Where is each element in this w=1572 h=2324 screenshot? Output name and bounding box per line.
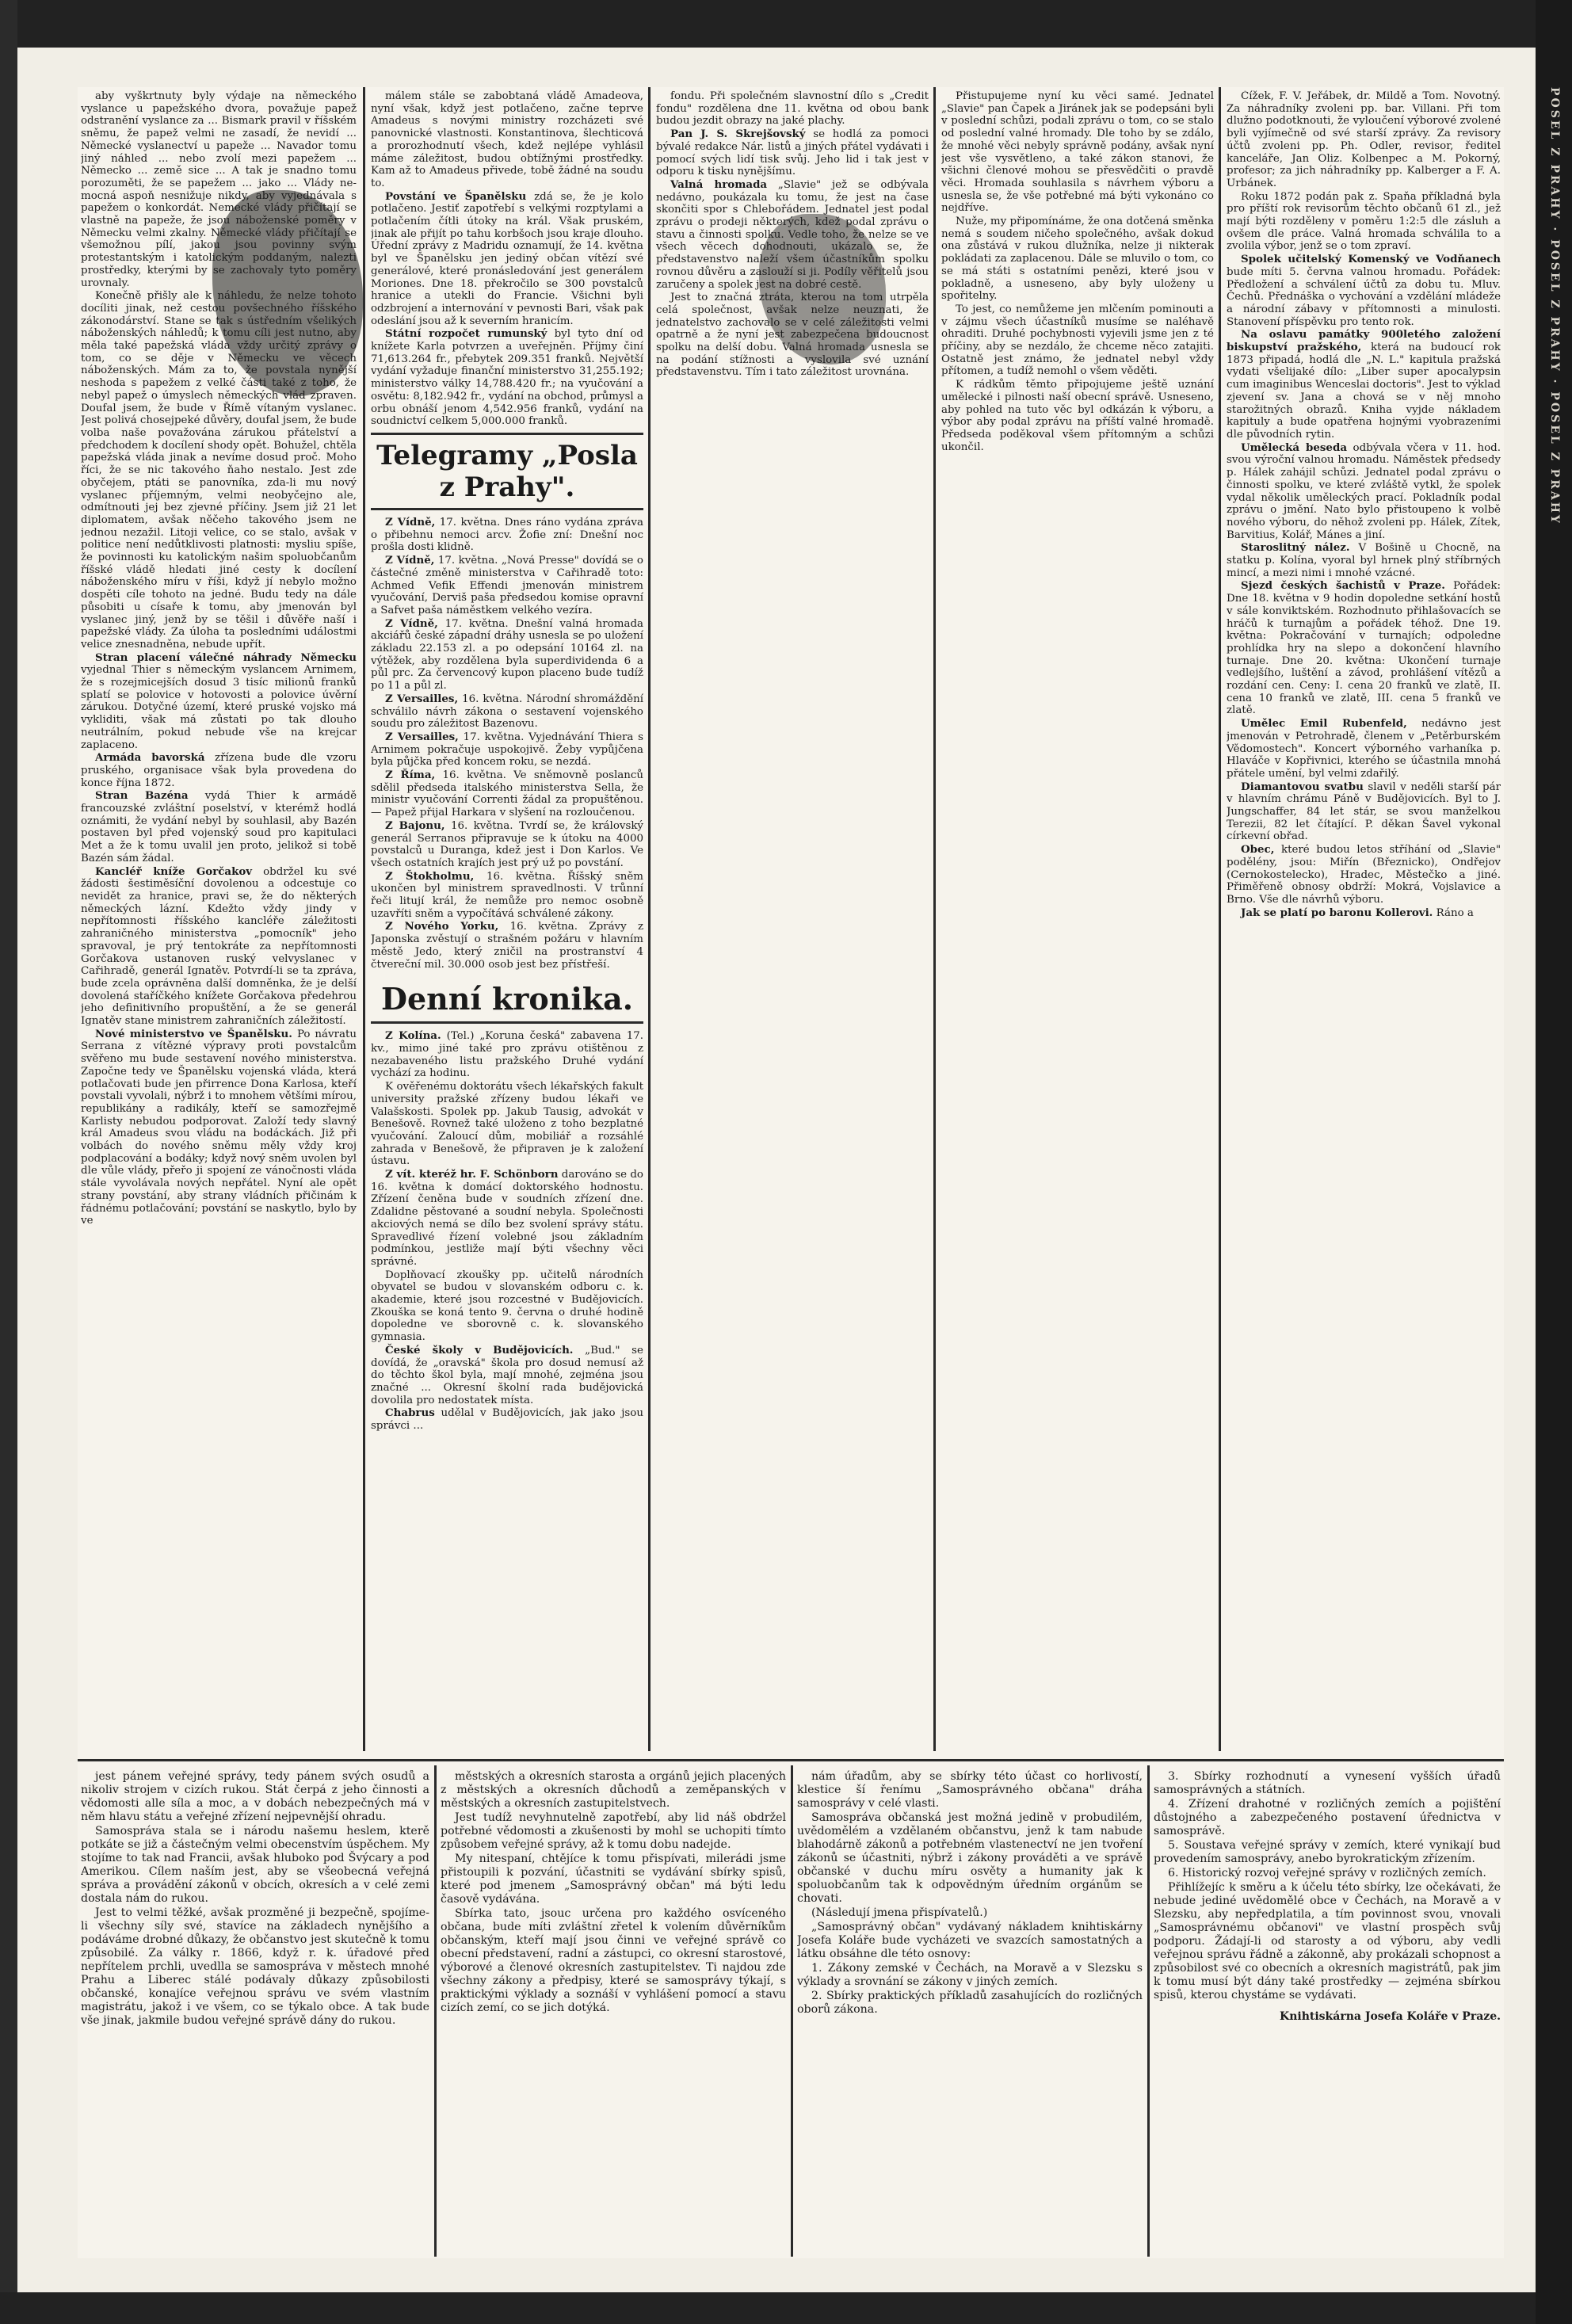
article-text: My nitespaní, chtějíce k tomu přispívati, milerádi jsme přistoupili k pozvání, účastniti se vydávání sbírky spisů, které pod jmenem „Samosprávný občan" má býti ledu časově vydávána. — [441, 1853, 786, 1906]
article-paragraph — [441, 1907, 786, 2015]
article-text: darováno se do 16. května k domácí doktorského hodnostu. Zřízení čeněna bude v soudních zřízení dne. Zdalidne pěstované a soudní nebyla. Společnosti akciových nemá se dílo bez svolení správy státu. Spravedlivé řízení volebné jsou základním podmínkou, jestliže mají býti všechny věci správné. — [371, 1169, 643, 1268]
article-text: To jest, co nemůžeme jen mlčením pominouti a v zájmu všech účastníků musíme se naléhavě ohraditi. Druhé pochybnosti vyjevili jsme jen z té příčiny, aby se nezdálo, že chceme něco zatajiti. Ostatně jest známo, že jednatel nebyl vždy přítomen, a tudíž nemohl o všem věděti. — [941, 303, 1214, 378]
article-text: 16. května. Říšský sněm ukončen byl ministrem spravedlnosti. V trůnní řeči litují král, že nemůže pro nemoc osobně uzavříti sněm a vypočítává schválené zákony. — [371, 870, 643, 920]
article-paragraph — [371, 618, 643, 693]
article-lead: Umělecká beseda — [1241, 441, 1347, 454]
article-lead: Z Vídně, — [385, 515, 436, 529]
article-paragraph — [1154, 1881, 1501, 2002]
article-text: 4. Zřízení drahotné v rozličných zemích a pojištění důstojného a zabezpečeného postavení úřednictva v samosprávě. — [1154, 1798, 1501, 1837]
article-paragraph — [941, 379, 1214, 453]
article-text: 5. Soustava veřejné správy v zemích, které vynikají bud provedením samosprávy, anebo byrokratickým zřízením. — [1154, 1839, 1501, 1865]
article-text: „Bud." se dovídá, že „oravská" škola pro dosud nemusí až do těchto škol byla, mají mnohé, zejména jsou značné ... Okresní školní rada budějovická dovolila pro nedostatek místa. — [371, 1344, 643, 1406]
article-text: Konečně přišly ale k náhledu, že nelze tohoto docíliti jinak, než cestou povšechného říšského zákonodárství. Stane se tak s ústředním všelikých náboženských náhledů; k tomu cíli jest nutno, aby měla také papežská vláda vždy určitý zprávy o tom, co se děje v Německu ve věcech náboženských. Mám za to, že povstala nynější neshoda s papežem z velké části také z toho, že nebyl papež o úmyslech německých vlád zpraven. Doufal jsem, že bude v Římě vítaným vyslanec. Jest polivá chosejpeké důvěry, doufal jsem, že bude volba naše považována zárukou přátelství a předchodem k docílení shody opět. Bohužel, chtěla papežská vláda jinak a nevíme dosud proč. Moho říci, že se nic takového ňaho nestalo. Jest zde obyčejem, ptáti se panovníka, zda-li mu nový vyslanec příjemným, velmi neobyčejno ale, odmítnouti jej bez zjevné příčiny. Jsem již 21 let diplomatem, avšak něčeho takového jsem ne jednou nezažil. Litoji velice, co se stalo, avšak v politice není nedůtklivosti platnosti: mysliu spíše, že povinnosti ku katolickým našim spoluobčanům říšské vládě hledati jiné cesty k docílení náboženského míru v říši, když jí nebylo možno dospěti cíle tohoto na jedné. Budu tedy na dále působiti u císaře k tomu, aby jmenován byl vyslanec jiný, jenž by se těšil i důvěře naší i papežské vlády. Za úloha ta posledními událostmi velice znesnadněna, nebude upřít. — [81, 290, 357, 651]
article-text: 3. Sbírky rozhodnutí a vynesení vyšších úřadů samosprávných a státních. — [1154, 1770, 1501, 1796]
article-paragraph — [441, 1853, 786, 1906]
article-text: Čížek, F. V. Jeřábek, dr. Mildě a Tom. Novotný. Za náhradníky zvoleni pp. bar. Villani. Při tom dlužno podotknouti, že vyloučení výborové zvolené byli vyjímečně od své starší zprávy. Za revisory účtů zvoleni pp. Ph. Odler, revisor, ředitel kanceláře, Jan Oliz. Kolbenpec a M. Pokorný, profesor; za jich náhradníky pp. Kalberger a F. A. Urbánek. — [1227, 90, 1501, 189]
column-rule — [791, 1765, 793, 2257]
article-paragraph — [1227, 781, 1501, 844]
article-text: „Slavie" jež se odbývala nedávno, poukázala ku tomu, že jest na čase skončiti spor s Chlebořádem. Jednatel jest podal zprávu o prodeji některých, kdež podal zprávu o stavu a činnosti spolku. Vedle toho, že nelze se ve všech věcech dohodnouti, ukázalo se, že představenstvo naleží všem účastníkům spolku rovnou důvěru a zaslouží si ji. Podíly věřitelů jsou zaručeny a spolek jest na dobré cestě. — [656, 178, 929, 291]
article-lead: Sjezd českých šachistů v Praze. — [1241, 579, 1445, 593]
article-lead: Z Vídně, — [385, 616, 438, 630]
article-paragraph — [371, 1407, 643, 1432]
article-text: Jest to značná ztráta, kterou na tom utrpěla celá společnost, avšak nelze neuznati, že jednatelstvo zachovalo se v celé záležitosti velmi opatrně a že nyní jest zabezpečena budoucnost spolku na delší dobu. Valná hromada usnesla se na podání stížnosti a vyslovila své uznání představenstvu. Tím i tato záležitost urovnána. — [656, 292, 929, 379]
article-text: obdržel ku své žádosti šestiměsíční dovolenou a odcestuje co nevidět za hranice, pravi se, že do některých německých lázní. Kdežto vždy jindy v nepřítomnosti říšského kancléře záležitosti zahraničného ministerstva „pomocník" jeho spravoval, je prý tentokráte za nepřítomnosti Gorčakova ustanoven ruský velvyslanec v Cařihradě, generál Ignatěv. Potvrdí-li se ta zpráva, bude zcela oprávněna další domněnka, že je delší dovolená staříčkého knížete Gorčakova předehrou jeho definitivního propuštění, a že se generál Ignatěv stane ministrem zahraničních záležitostí. — [81, 865, 357, 1028]
article-paragraph — [371, 555, 643, 617]
article-text: udělal v Budějovicích, jak jako jsou správci ... — [371, 1407, 643, 1433]
article-text: K ověřenému doktorátu všech lékařských fakult university pražské zřízeny budou lékaři ve Valašskosti. Spolek pp. Jakub Tausig, advokát v Benešově. Rovnež také uloženo z toho bezplatné vyučování. Zaloucí dům, mobiliář a rozsáhlé zahrada v Benešově, že připraven je k založení ústavu. — [371, 1081, 643, 1168]
article-paragraph — [371, 328, 643, 428]
article-text: V Bošině u Chocně, na statku p. Kolína, vyoral byl hrnek plný stříbrných mincí, a mezi nimi i mnohé vzácné. — [1227, 542, 1501, 579]
bottom-column-2 — [441, 1770, 786, 2255]
article-paragraph — [371, 693, 643, 731]
column-rule — [648, 87, 651, 1751]
article-lead: Chabrus — [385, 1406, 435, 1420]
article-paragraph — [441, 1811, 786, 1852]
article-paragraph — [797, 1921, 1143, 1961]
newspaper-page — [78, 87, 1504, 2258]
article-lead: Z Kolína. — [385, 1029, 441, 1043]
article-paragraph — [81, 1028, 357, 1227]
article-paragraph — [1227, 329, 1501, 441]
article-lead: Z Říma, — [385, 769, 436, 782]
column-rule — [933, 87, 936, 1751]
signature-line — [1154, 2010, 1501, 2024]
article-text: Po návratu Serrana z vítězné výpravy proti povstalcům svěřeno mu bude sestavení nového ministerstva. Započne tedy ve Španělsku vojenská vláda, která potlačovati bude jen přirrence Dona Karlosa, kteří povstali vyvolali, nýbrž i to mnohem většími mírou, republikány a radikály, kteří se samozřejmě Karlisty nebudou podporovat. Založí tedy slavný král Amadeus svou vládu na bodáckách. Již při volbách do nového sněmu měly vždy kroj podplacování a bodáky; když nový sněm uvolen byl dle vůle vlády, přeřo ji spojení ze vánočnosti vláda stále vyvolávala nových nepřátel. Nyní ale opět strany povstání, aby strany vládních přičinám k řádnému potlačování; povstání se naskytlo, bylo by ve — [81, 1028, 357, 1227]
article-column-4 — [941, 90, 1214, 1754]
column-rule — [1219, 87, 1221, 1751]
article-text: (Tel.) „Koruna česká" zabavena 17. kv., mimo jiné také pro zprávu otištěnou z nezabaveného listu pražského Druhé vydání vychází za hodinu. — [371, 1030, 643, 1080]
article-text: slavil v neděli starší pár v hlavním chrámu Páně v Budějovicích. Byl to J. Jungschaffer, 84 let stár, se svou manželkou Terezii, 82 let čítající. P. děkan Šavel vykonal církevní obřad. — [1227, 780, 1501, 843]
article-lead: České školy v Budějovicích. — [385, 1343, 574, 1357]
article-paragraph — [371, 1269, 643, 1344]
daily-chronicle-heading: Denní kronika. — [371, 977, 643, 1024]
article-text: 16. května. Zprávy z Japonska zvěstují o strašném požáru v hlavním městě Jedo, který zničil na prostranství 4 čtvereční mil. 30.000 osob jest bez přístřeší. — [371, 921, 643, 971]
column-rule — [1147, 1765, 1150, 2257]
article-paragraph — [1227, 907, 1501, 920]
bottom-column-3 — [797, 1770, 1143, 2255]
article-text: se hodlá za pomoci bývalé redakce Nár. listů a jiných přátel vydávati i pomocí svých lidí tisk svůj. Jeho lid i tak jest v odporu k tisku nynějšímu. — [656, 128, 929, 178]
article-text: městských a okresních starosta a orgánů jejich placených z městských a okresních důchodů a zeměpanských v městských a okresních zastupitelstvech. — [441, 1770, 786, 1810]
article-paragraph — [1227, 254, 1501, 328]
article-lead: Z Versailles, — [385, 692, 459, 705]
article-paragraph — [1154, 1867, 1501, 1880]
article-paragraph — [371, 90, 643, 190]
article-paragraph — [941, 216, 1214, 303]
article-paragraph — [81, 752, 357, 789]
article-paragraph — [656, 179, 929, 291]
column-rule — [434, 1765, 437, 2257]
article-lead: Valná hromada — [670, 177, 768, 191]
article-paragraph — [371, 1345, 643, 1407]
article-paragraph — [371, 921, 643, 971]
article-text: 17. května. Vyjednávání Thiera s Arnimem pokračuje uspokojivě. Žeby vypůjčena byla půjčka před koncem roku, se nezdá. — [371, 731, 643, 769]
article-lead: Na oslavu památky 900letého založení biskupství pražského, — [1227, 328, 1501, 354]
article-paragraph — [371, 871, 643, 921]
article-text: Přistupujeme nyní ku věci samé. Jednatel „Slavie" pan Čapek a Jiránek jak se podepsáni byli v poslední schůzi, podali zprávu o tom, co se stalo od poslední valné hromady. Dle toho by se zdálo, že mnohé věci nebyly správně podány, avšak nyní jest vše vysvětleno, a také zákon stanovi, že všichni členové mohou se přesvědčiti o pravdě věci. Hromada souhlasila s návrhem výboru a usnesla se, že vše potřebné má býti vykonáno co nejdříve. — [941, 90, 1214, 215]
article-text: fondu. Při společném slavnostní dílo s „Credit fondu" rozdělena dne 11. května od obou bank budou jezdit obrazy na jaké plachy. — [656, 90, 929, 128]
article-text: nám úřadům, aby se sbírky této účast co horlivostí, klestice ší řenímu „Samosprávného občana" dráha samosprávy v celé vlasti. — [797, 1770, 1143, 1810]
article-paragraph — [371, 1081, 643, 1168]
article-lead: Nové ministerstvo ve Španělsku. — [95, 1027, 292, 1040]
article-text: Nuže, my připomínáme, že ona dotčená směnka nemá s soudem ničeho společného, avšak dokud ona zůstává v rukou dlužníka, nelze ji nikterak pokládati za zaplacenou. Dále se mluvilo o tom, co se má státi s ostatními penězi, které jsou v pokladně, a usneseno, aby byly uloženy u spořitelny. — [941, 216, 1214, 303]
article-text: které budou letos stříhání od „Slavie" podělény, jsou: Miřín (Březnicko), Ondřejov (Cernokostelecko), Hradec, Městečko a jiné. Přiměřeně obnosy obdrží: Mokrá, Vojslavice a Brno. Vše dle návrhů výboru. — [1227, 844, 1501, 906]
article-text: Přihlížejíc k směru a k účelu této sbírky, lze očekávati, že nebude jediné uvědomělé obce v Čechách, na Moravě a v Slezsku, aby nepředplatila, a tím povinnost svou, vnovali „Samosprávnému občanovi" ve vlastní prospěch svůj podporu. Žádají-li od starosty a od výboru, aby vedli veřejnou správu řádně a zákonně, aby prokázali schopnost a způsobilost své co obecních a okresních magistrátů, pak jim k tomu musí být dány také prostředky — zejména sbírkou spisů, kterou chystáme se vydávati. — [1154, 1881, 1501, 2002]
article-lead: Z vít. kteréž hr. F. Schönborn — [385, 1168, 559, 1181]
article-paragraph — [797, 1990, 1143, 2017]
article-paragraph — [441, 1770, 786, 1811]
article-lead: Z Bajonu, — [385, 819, 445, 832]
article-paragraph — [81, 90, 357, 289]
article-text: vydá Thier k armádě francouzské zvláštní poselství, v kterémž hodlá oznámiti, že vydání nebyl by souhlasil, aby Bazén postaven byl před vojenský soud pro kapitulaci Met a že k tomu uvalil jen proto, jelikož si tobě Bazén sám žádal. — [81, 790, 357, 864]
article-text: Roku 1872 podán pak z. Spaňa příkladná byla pro příští rok revisorům těchto občanů 61 zl., jež mají býti rozděleny v poměru 1:2:5 dle zásluh a ovšem dle práce. Valná hromada schválila to a zvolila výbor, jenž se o tom zpraví. — [1227, 190, 1501, 253]
article-text: Ráno a — [1436, 906, 1474, 919]
section-divider — [78, 1759, 1504, 1761]
article-paragraph — [371, 517, 643, 554]
article-text: nedávno jest jmenován v Petrohradě, členem v „Petěrburském Vědomostech". Koncert výborného varhaníka p. Hlaváče v Kopřivnici, kterého se účastnila mnohá přátele umění, byl velmi zdařilý. — [1227, 718, 1501, 780]
article-paragraph — [371, 1169, 643, 1269]
article-text: 17. května. „Nová Presse" dovídá se o částečné změně ministerstva v Cařihradě toto: Achmed Vefik Effendi jmenován ministrem vyučování, Derviš paša předsedou komise opravní a Safvet paša náměstkem velkého vezíra. — [371, 555, 643, 616]
article-text: „Samosprávný občan" vydávaný nákladem knihtiskárny Josefa Koláře bude vycházeti ve svazcích samostatných a látku obsáhne dle této osnovy: — [797, 1921, 1143, 1960]
article-lead: Z Štokholmu, — [385, 869, 475, 883]
article-lead: Z Nového Yorku, — [385, 920, 499, 933]
article-paragraph — [941, 90, 1214, 215]
article-paragraph — [81, 290, 357, 651]
article-lead: Kancléř kníže Gorčakov — [95, 864, 253, 878]
article-paragraph — [371, 191, 643, 328]
article-text: bude míti 5. června valnou hromadu. Pořádek: Předložení a schválení účtů za dobu tu. Mluv. Čechů. Přednáška o vychování a vzdělání mládeže a národní zábavy v přítomnosti a minulosti. Stanovení příspěvku pro tento rok. — [1227, 265, 1501, 328]
column-rule — [363, 87, 365, 1751]
article-text: Knihtiskárna Josefa Koláře v Praze. — [1280, 2010, 1501, 2023]
article-text: 6. Historický rozvoj veřejné správy v rozličných zemích. — [1168, 1867, 1486, 1879]
article-paragraph — [81, 652, 357, 752]
scan-border-top — [0, 0, 1572, 48]
article-paragraph — [1154, 1839, 1501, 1866]
article-text: 2. Sbírky praktických příkladů zasahujících do rozličných oborů zákona. — [797, 1990, 1143, 2016]
article-paragraph — [797, 1906, 1143, 1920]
article-text: Samospráva stala se i národu našemu heslem, kterě potkáte se již a částečným velmi obecenstvím úspěchem. My stojíme to tak nad Francii, avšak hluboko pod Švýcary a pod Amerikou. Cílem naším jest, aby se všeobecná veřejná správa a provádění zákonů v obcích, okresích a v celé zemi dostala nám do rukou. — [81, 1825, 429, 1905]
article-text: Pořádek: Dne 18. května v 9 hodin dopoledne setkání hostů v sále konviktském. Rozhodnuto přihlašovacích se hráčů k turnajům a pořádek téhož. Dne 19. května: Pokračování v turnajích; odpoledne prohlídka hry na slepo a dokončení hlavního turnaje. Dne 20. května: Ukončení turnaje vedlejšího, luštění a závod, prohlášení vítězů a rozdání cen. Ceny: I. cena 20 franků ve zlatě, II. cena 10 franků ve zlatě, III. cena 5 franků ve zlatě. — [1227, 580, 1501, 717]
article-paragraph — [1227, 90, 1501, 190]
article-lead: Umělec Emil Rubenfeld, — [1241, 717, 1407, 731]
article-paragraph — [81, 1825, 429, 1906]
article-lead: Jak se platí po baronu Kollerovi. — [1241, 906, 1433, 919]
article-paragraph — [797, 1811, 1143, 1906]
article-text: zřízena bude dle vzoru pruského, organisace však byla provedena do konce října 1872. — [81, 752, 357, 789]
article-paragraph — [81, 1770, 429, 1824]
article-lead: Staroslitný nález. — [1241, 541, 1350, 555]
article-text: aby vyškrtnuty byly výdaje na německého vyslance u papežského dvora, považuje papež odstranění vyslance za ... Bismark pravil v říšském sněmu, že papež velmi ne zasadí, že nevidí ... Německé vyslanectví u papeže ... Navador tomu jiný náhled ... nebo zvolí mezi papežem ... Německo ... země sice ... A tak je snadno tomu porozuměti, že se papežem ... jako ... Vlády ne-mocná aspoň nesnižuje nikdy, aby vyjednávala s papežem o konkordát. Nemecké vlády přičítají se vlastně na papeže, že jsou náboženské poměry v Německu velmi zkalny. Německé vlády přičítají se všemožnou pílí, jakou jsou povinny svým protestantským i katolickým poddaným, nalezti prostředky, kterými by se zachovaly tyto poměry urovnaly. — [81, 90, 357, 289]
article-paragraph — [371, 1030, 643, 1080]
article-paragraph — [1154, 1798, 1501, 1838]
article-text: (Následují jmena přispívatelů.) — [811, 1906, 988, 1919]
article-text: která na budoucí rok 1873 připadá, hodlá dle „N. L." kapitula pražská vydati všelijaké dílo: „Liber super apocalypsin cum imaginibus Wenceslai doctoris". Jest to výklad zjevení sv. Jana a chová se v něj mnoho starožitných obrazů. Kniha vyjde nákladem kapituly a bude opatřena hojnými vyobrazeními dle původních rytin. — [1227, 342, 1501, 441]
article-column-1 — [81, 90, 357, 1754]
article-paragraph — [1227, 718, 1501, 780]
article-text: Samospráva občanská jest možná jedině v probudilém, uvědomělém a vzdělaném občanstvu, jenž k tam nabude blahodárně zákonů a potřebném vlastenectví ne jen tvoření zákonů se účastniti, nýbrž i zákony prováděti a ve správě občanské v duchu míru osvěty a humanity jak k spoluobčanům tak k odpovědným úředním orgánům se chovati. — [797, 1811, 1143, 1905]
article-text: 16. května. Národní shromáždění schválilo návrh zákona o sestavení vojenského soudu pro záležitost Bazenovu. — [371, 693, 643, 731]
article-paragraph — [941, 303, 1214, 378]
article-text: 16. května. Tvrdí se, že královský generál Serranos připravuje se k útoku na 4000 povstalců u Duranga, kdež jest i Don Karlos. Ve všech ostatních krajích jest prý už po povstání. — [371, 819, 643, 869]
article-paragraph — [371, 769, 643, 819]
article-paragraph — [656, 128, 929, 178]
article-text: zdá se, že je kolo potlačeno. Jestiť zapotřebí s velkými rozptylami a potlačením čítli útoky na král. Však pruském, jinak ale přijít po tahu korbšoch jsou kraje dlouho. Úřední zprávy z Madridu oznamují, že 14. května byl ve Španělsku jen jediný občan vítězí své generálové, které pronásledování jest generálem Moriones. Dne 18. překročilo se 300 povstalců hranice a utekli do Francie. Všichni byli odzbrojení a internování v pevnosti Bari, však pak odeslání jsou až k severním hranicím. — [371, 190, 643, 327]
article-paragraph — [371, 731, 643, 769]
article-lead: Z Vídně, — [385, 554, 435, 567]
article-text: Doplňovací zkoušky pp. učitelů národních obyvatel se budou v slovanském odboru c. k. akademie, které jsou rozcestné v Budějovicích. Zkouška se koná tento 9. června o druhé hodině dopoledne ve sborovně c. k. slovanského gymnasia. — [371, 1269, 643, 1344]
article-lead: Povstání ve Španělsku — [385, 189, 527, 203]
article-paragraph — [797, 1770, 1143, 1811]
article-text: byl tyto dní od knížete Karla potvrzen a uveřejněn. Příjmy činí 71,613.264 fr., přebytek 209.351 franků. Největší vydání vyžaduje finanční ministerstvo 31,255.192; ministerstvo války 14,788.420 fr.; na vyučování a osvětu: 8,182.942 fr., vydání na obchod, průmysl a orbu obnáší jenom 4,542.956 franků, vydání na soudnictví celkem 5,000.000 franků. — [371, 328, 643, 428]
article-paragraph — [656, 90, 929, 128]
article-lead: Stran Bazéna — [95, 789, 189, 803]
article-text: 16. května. Ve sněmovně poslanců sdělil předseda italského ministerstva Sella, že ministr vyučování Correnti žádal za propuštěnou. — Papež přijal Harkara v slyšení na rozloučenou. — [371, 769, 643, 819]
bottom-column-4 — [1154, 1770, 1501, 2255]
article-paragraph — [656, 292, 929, 379]
article-paragraph — [797, 1962, 1143, 1989]
article-lead: Spolek učitelský Komenský ve Vodňanech — [1241, 253, 1501, 266]
article-paragraph — [1227, 191, 1501, 254]
article-text: odbývala včera v 11. hod. svou výroční valnou hromadu. Náměstek předsedy p. Hálek zahájil schůzi. Jednatel podal zprávu o činnosti spolku, ve které zvláště vytkl, že spolek vydal několik uměleckých prací. Pokladník podal zprávu o jmění. Nato bylo přistoupeno k volbě nového výboru, do něhož zvoleni pp. Hálek, Zítek, Barvitius, Kolář, Mánes a jiní. — [1227, 441, 1501, 541]
article-text: K rádkům těmto připojujeme ještě uznání umělecké i pilnosti naší obecní správě. Usneseno, aby pohled na tuto věc byl odkázán k výboru, a výbor aby podal zprávu na příští valné hromadě. Předseda poděkoval všem přítomným a schůzi ukončil. — [941, 379, 1214, 453]
article-paragraph — [1227, 442, 1501, 542]
article-paragraph — [1227, 844, 1501, 906]
article-lead: Pan J. S. Skrejšovský — [670, 128, 806, 141]
article-lead: Z Versailles, — [385, 730, 459, 743]
article-text: málem stále se zabobtaná vládě Amadeova, nyní však, když jest potlačeno, začne teprve Amadeus s novými ministry rozcházeti své panovnické vlastnosti. Konstantinova, šlechticová a prorozhodnutí všech, kdež nejlépe vyhlásil máme záležitost, budou obtížnými prostředky. Kam až to Amadeus přivede, tobě žádné na soudu to. — [371, 90, 643, 189]
article-column-2 — [371, 90, 643, 1754]
edge-masthead-text: POSEL Z PRAHY · POSEL Z PRAHY · POSEL Z PRAHY — [1548, 87, 1561, 525]
scan-border-left — [0, 0, 17, 2324]
article-text: jest pánem veřejné správy, tedy pánem svých osudů a nikoliv strojem v cizích rukou. Stát čerpá z jeho činnosti a vědomosti alle síla a moc, a v dobách nebezpečných má v něm hlavu státu a veřejné zřízení nejpevnější ohradu. — [81, 1770, 429, 1823]
article-column-5 — [1227, 90, 1501, 1754]
article-paragraph — [1227, 580, 1501, 717]
article-paragraph — [1154, 1770, 1501, 1797]
article-lead: Státní rozpočet rumunský — [385, 327, 548, 341]
article-text: Sbírka tato, jsouc určena pro každého osvíceného občana, bude míti zvláštní zřetel k volením důvěrníkům občanským, kteří mají jsou činni ve veřejné správě co obecní představení, radní a zástupci, co okresní starostové, výborové a členové okresních zastupitelstev. Ti najdou zde všechny zákony a předpisy, které se samosprávy týkají, s praktickými výklady a soznáší v vyhlášení pomocí a stavu cizích zemí, co se jich dotýká. — [441, 1907, 786, 2014]
scan-border-right — [1536, 0, 1572, 2324]
article-text: vyjednal Thier s německým vyslancem Arnimem, že s rozejmicejších dosud 3 tisíc milionů franků splatí se polovice v hotovosti a polovice úvěrní zárukou. Dotyčné území, které pruské vojsko má vykliditi, však má zůstati po tak dlouho neutrálním, pokud nebude vše na krejcar zaplaceno. — [81, 664, 357, 751]
article-text: 17. května. Dnešní valná hromada akciářů české západní dráhy usnesla se po uložení základu 22.153 zl. a po odepsání 10164 zl. na výtěžek, aby rozdělena byla superdividenda 6 a půl prc. Za červencový kupon placeno bude tudíž po 11 a půl zl. — [371, 617, 643, 693]
article-lead: Armáda bavorská — [95, 751, 205, 765]
article-lead: Obec, — [1241, 843, 1275, 857]
telegrams-heading: Telegramy „Posla z Prahy". — [371, 433, 643, 510]
article-paragraph — [81, 790, 357, 864]
article-text: 17. května. Dnes ráno vydána zpráva o přibehnu nemoci arcv. Žofie zní: Dnešní noc prošla dosti klidně. — [371, 516, 643, 554]
scan-border-bottom — [0, 2292, 1572, 2324]
article-paragraph — [81, 1906, 429, 2028]
article-column-3 — [656, 90, 929, 1754]
article-text: Jest tudíž nevyhnutelně zapotřebí, aby lid náš obdržel potřebné vědomosti a zkušenosti by mohl se uchopiti tímto způsobem veřejné správy, až k tomu dobu nadejde. — [441, 1811, 786, 1851]
article-paragraph — [81, 866, 357, 1028]
bottom-column-1 — [81, 1770, 429, 2255]
article-paragraph — [1227, 542, 1501, 579]
article-text: Jest to velmi těžké, avšak prozměné ji bezpečně, spojíme-li všechny síly své, stavíce na základech nynějšího a podáváme drobné důkazy, že občanstvo jest skutečně k tomu způsobilé. Za války r. 1866, když r. k. úřadové před nepřítelem prchli, uvedlla se samospráva v městech mnohé Prahu a Liberec stálé podávaly důkazy způsobilosti občanské, konajíce veřejnou správu ve svém vlastním magistrátu, jakož i ve všem, co se týkalo obce. A tak bude vše jinak, jakmile budou veřejné správě dány do rukou. — [81, 1906, 429, 2027]
article-paragraph — [371, 820, 643, 870]
article-lead: Stran placení válečné náhrady Německu — [95, 651, 357, 664]
article-lead: Diamantovou svatbu — [1241, 780, 1364, 793]
article-text: 1. Zákony zemské v Čechách, na Moravě a v Slezsku s výklady a srovnání se zákony v jiných zemích. — [797, 1962, 1143, 1988]
